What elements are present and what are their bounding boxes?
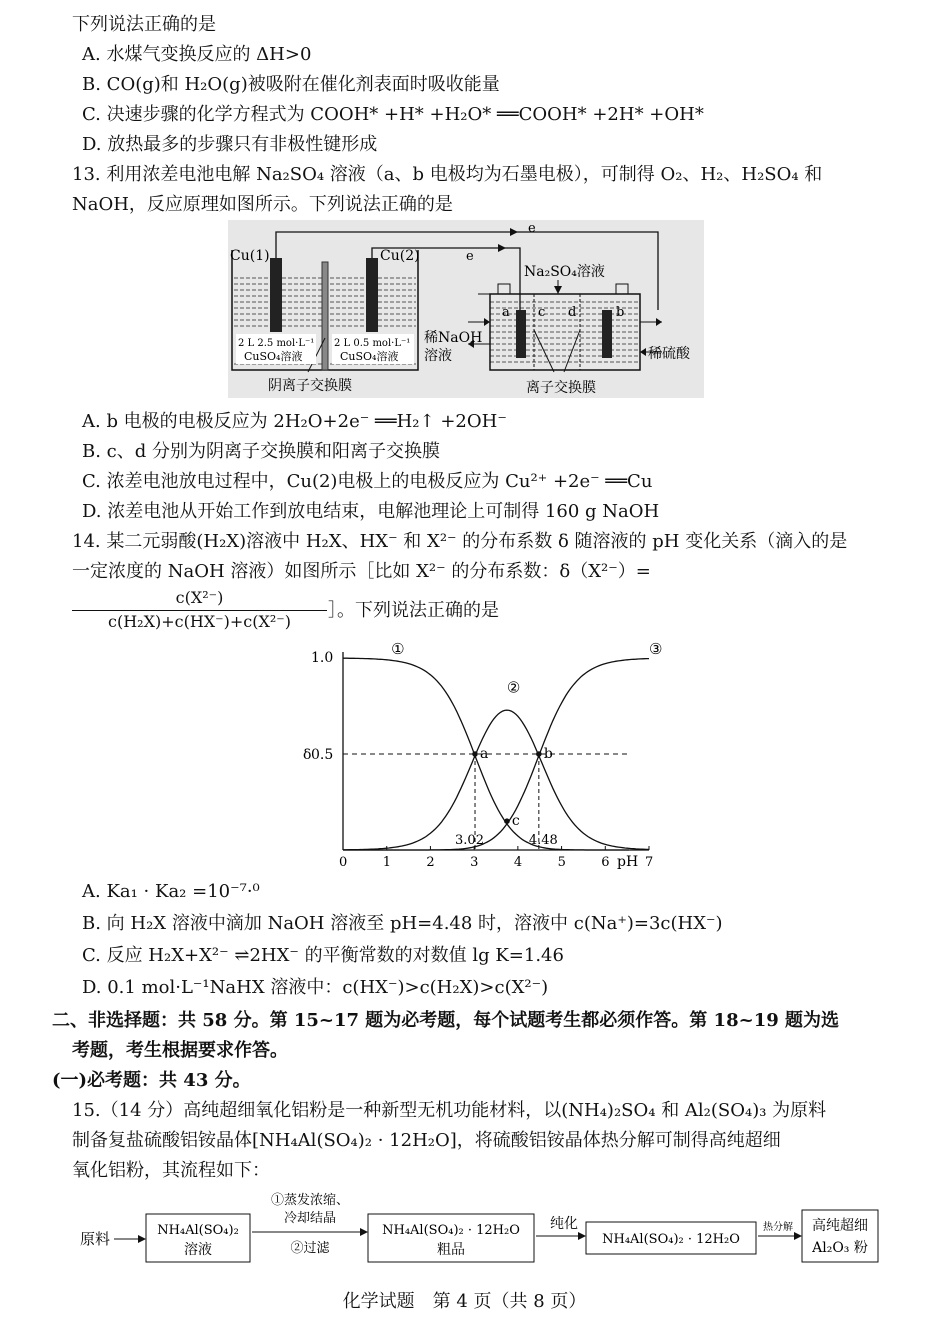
page-footer: 化学试题 第 4 页（共 8 页）	[342, 1291, 587, 1312]
flow-step2-label: 纯化	[550, 1216, 578, 1232]
q12-option-c: C. 决速步骤的化学方程式为 COOH* +H* +H₂O* ══COOH* +2H* +OH*	[82, 104, 704, 125]
sol1-name-label: CuSO₄溶液	[244, 350, 303, 363]
q15-flowchart	[80, 1192, 880, 1276]
x-tick-label-4: 4	[513, 855, 523, 870]
sol2-name-label: CuSO₄溶液	[340, 350, 399, 363]
dilute-naoh-label-2: 溶液	[424, 348, 452, 364]
q13-option-c: C. 浓差电池放电过程中，Cu(2)电极上的电极反应为 Cu²⁺ +2e⁻ ══Cu	[82, 471, 653, 492]
series-label-1: ①	[391, 640, 405, 659]
cu1-label: Cu(1)	[230, 248, 270, 264]
flow-box1-line1: NH₄Al(SO₄)₂	[157, 1223, 239, 1238]
q15-stem-line2: 制备复盐硫酸铝铵晶体[NH₄Al(SO₄)₂ · 12H₂O]，将硫酸铝铵晶体热分解可制得高纯超细	[72, 1130, 781, 1151]
series-label-3: ③	[649, 640, 663, 659]
q13-cell-diagram	[228, 220, 704, 402]
point-label-c: c	[511, 813, 520, 830]
q14-stem-line2: 一定浓度的 NaOH 溶液）如图所示［比如 X²⁻ 的分布系数：δ（X²⁻）=	[72, 561, 651, 582]
flow-step3-label: 热分解	[763, 1222, 793, 1233]
flow-step1-line1: ①蒸发浓缩、	[270, 1193, 350, 1208]
q15-stem-line1: 15.（14 分）高纯超细氧化铝粉是一种新型无机功能材料，以(NH₄)₂SO₄ 和 Al₂(SO₄)₃ 为原料	[72, 1100, 827, 1121]
x-tick-label-5: 5	[557, 855, 566, 870]
membrane-c-label: c	[538, 305, 546, 320]
flow-box3-label: NH₄Al(SO₄)₂ · 12H₂O	[602, 1232, 740, 1247]
na2so4-label: Na₂SO₄溶液	[524, 264, 605, 280]
flow-box4-line2: Al₂O₃ 粉	[812, 1240, 868, 1256]
electrode-a-label: a	[502, 305, 510, 320]
flow-step1-line3: ②过滤	[290, 1241, 330, 1256]
q15-stem-line3: 氧化铝粉，其流程如下：	[72, 1160, 270, 1181]
series-label-2: ②	[506, 678, 521, 697]
flow-box2-line2: 粗品	[437, 1242, 465, 1258]
series-line-2	[343, 710, 649, 850]
section2-heading-line1: 二、非选择题：共 58 分。第 15~17 题为必考题，每个试题考生都必须作答。第 18~19 题为选	[52, 1010, 840, 1031]
q14-fraction-numerator: c(X²⁻)	[175, 588, 224, 607]
q14-distribution-chart	[303, 638, 663, 877]
q14-fraction-bar	[72, 610, 327, 611]
membrane-d-label: d	[568, 305, 577, 320]
q14-fraction-denominator: c(H₂X)+c(HX⁻)+c(X²⁻)	[108, 612, 291, 631]
q13-option-b: B. c、d 分别为阴离子交换膜和阳离子交换膜	[82, 441, 440, 462]
section2-heading-line2: 考题，考生根据要求作答。	[72, 1040, 288, 1061]
point-label-b: b	[543, 746, 553, 762]
q14-option-d: D. 0.1 mol·L⁻¹NaHX 溶液中：c(HX⁻)>c(H₂X)>c(X²⁻)	[82, 977, 549, 998]
section2-subheading: (一)必考题：共 43 分。	[52, 1070, 251, 1091]
electron-top-label: e	[528, 221, 536, 236]
q13-option-a: A. b 电极的电极反应为 2H₂O+2e⁻ ══H₂↑ +2OH⁻	[82, 411, 507, 432]
flow-box2-line1: NH₄Al(SO₄)₂ · 12H₂O	[382, 1223, 520, 1238]
x-tick-label-6: 6	[601, 855, 610, 870]
x-tick-label-0: 0	[339, 855, 348, 870]
q13-option-d: D. 浓差电池从开始工作到放电结束，电解池理论上可制得 160 g NaOH	[82, 501, 660, 522]
q13-stem-line2: NaOH，反应原理如图所示。下列说法正确的是	[72, 194, 453, 215]
flow-box1-line2: 溶液	[184, 1242, 212, 1258]
sol2-conc-label: 2 L 0.5 mol·L⁻¹	[334, 338, 411, 349]
point-label-a: a	[480, 746, 489, 762]
electron-mid-label: e	[466, 249, 474, 264]
q12-option-a: A. 水煤气变换反应的 ΔH>0	[82, 44, 312, 65]
flow-box4-line1: 高纯超细	[812, 1218, 868, 1234]
flow-raw-label: 原料	[80, 1230, 111, 1248]
dilute-h2so4-label: 稀硫酸	[648, 346, 690, 362]
x-tick-label-1: 1	[382, 855, 391, 870]
q14-option-a: A. Ka₁ · Ka₂ =10⁻⁷·⁰	[82, 881, 260, 902]
q14-option-b: B. 向 H₂X 溶液中滴加 NaOH 溶液至 pH=4.48 时，溶液中 c(Na⁺)=3c(HX⁻)	[82, 913, 723, 934]
x-tick-label-3: 3	[470, 855, 479, 870]
point-c	[504, 818, 510, 824]
q14-stem-tail: ］。下列说法正确的是	[328, 600, 499, 621]
x-axis-label: pH	[617, 854, 639, 870]
dilute-naoh-label-1: 稀NaOH	[424, 330, 483, 346]
q14-stem-line1: 14. 某二元弱酸(H₂X)溶液中 H₂X、HX⁻ 和 X²⁻ 的分布系数 δ 随溶液的 pH 变化关系（滴入的是	[72, 531, 848, 552]
annotation-3.02: 3.02	[455, 833, 484, 848]
q12-option-b: B. CO(g)和 H₂O(g)被吸附在催化剂表面时吸收能量	[82, 74, 500, 95]
sol1-conc-label: 2 L 2.5 mol·L⁻¹	[238, 338, 315, 349]
ion-membrane-label: 离子交换膜	[526, 380, 596, 396]
q14-option-c: C. 反应 H₂X+X²⁻ ⇌2HX⁻ 的平衡常数的对数值 lg K=1.46	[82, 945, 564, 966]
q12-stem-tail: 下列说法正确的是	[72, 14, 216, 35]
q12-option-d: D. 放热最多的步骤只有非极性键形成	[82, 134, 378, 155]
q13-stem-line1: 13. 利用浓差电池电解 Na₂SO₄ 溶液（a、b 电极均为石墨电极），可制得 O₂、H₂、H₂SO₄ 和	[72, 164, 823, 185]
flow-step1-line2: 冷却结晶	[283, 1211, 337, 1226]
y-tick-label-1.0: 1.0	[311, 650, 334, 666]
annotation-4.48: 4.48	[528, 833, 558, 848]
x-tick-label-2: 2	[426, 855, 435, 870]
y-tick-label-0.5: 0.5	[311, 747, 334, 763]
y-axis-label: δ	[303, 747, 312, 763]
electrode-b-label: b	[616, 305, 625, 320]
x-tick-label-7: 7	[645, 855, 654, 870]
cu2-label: Cu(2)	[380, 248, 420, 264]
anion-membrane-label: 阴离子交换膜	[268, 378, 352, 394]
